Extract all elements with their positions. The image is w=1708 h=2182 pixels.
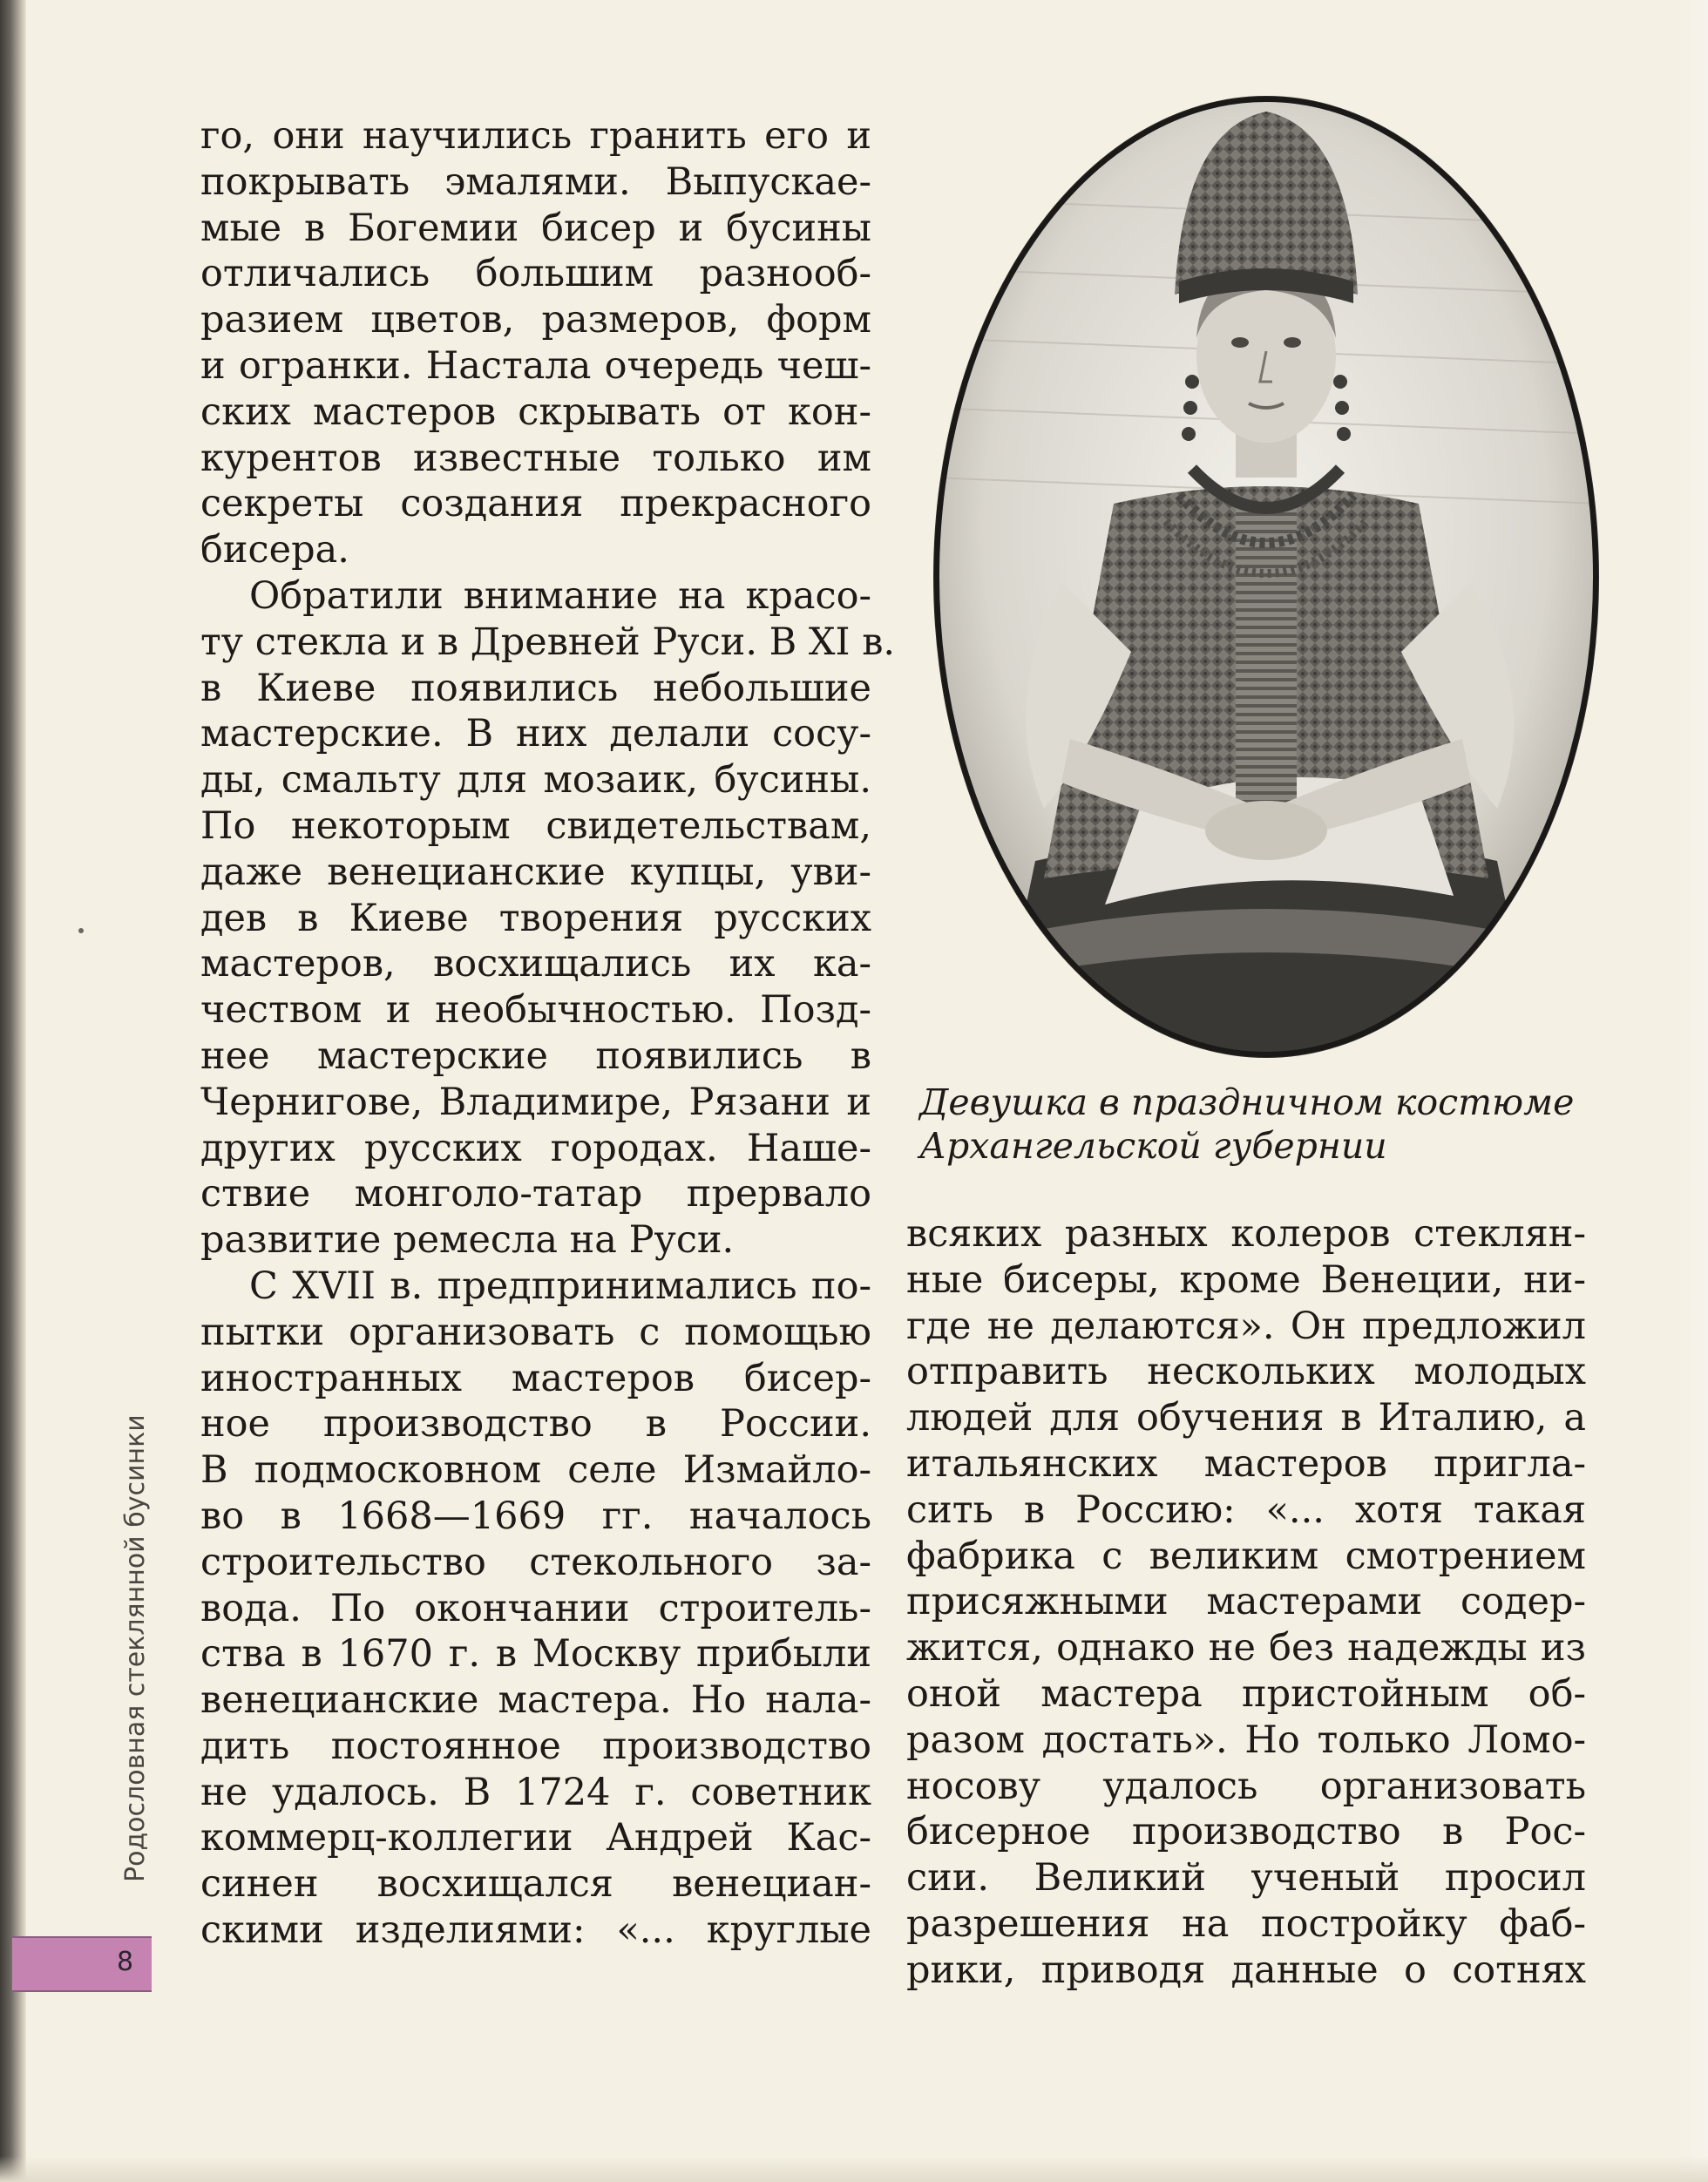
text-line: коммерц-коллегии Андрей Кас- (200, 1816, 871, 1860)
text-line: бисерное производство в Рос- (906, 1810, 1586, 1854)
text-line: не удалось. В 1724 г. советник (200, 1770, 871, 1814)
text-line: покрывать эмалями. Выпускае- (200, 159, 871, 204)
text-line: нее мастерские появились в (200, 1033, 871, 1078)
book-spine-shadow (0, 0, 26, 2182)
text-line: скими изделиями: «... круглые (200, 1908, 871, 1953)
text-line: где не делаются». Он предложил (906, 1304, 1586, 1348)
text-line: итальянских мастеров пригла- (906, 1441, 1586, 1486)
text-line: мые в Богемии бисер и бусины (200, 206, 871, 250)
text-line: всяких разных колеров стеклян- (906, 1212, 1586, 1256)
text-line: дев в Киеве творения русских (200, 896, 871, 940)
text-line: отправить нескольких молодых (906, 1350, 1586, 1394)
text-line: синен восхищался венециан- (200, 1862, 871, 1907)
text-line: бисера. (200, 528, 349, 573)
paragraph-start-line: С XVII в. предпринимались по- (249, 1264, 871, 1308)
text-line: рики, приводя данные о сотнях (906, 1948, 1586, 1992)
text-line: ствие монголо-татар прервало (200, 1172, 871, 1216)
text-line: жится, однако не без надежды из (906, 1626, 1586, 1670)
left-text-column (200, 113, 896, 2013)
text-line: ды, смальту для мозаик, бусины. (200, 758, 871, 803)
text-line: отличались большим разнооб- (200, 252, 871, 296)
text-line: Чернигове, Владимире, Рязани и (200, 1080, 871, 1124)
text-line: развитие ремесла на Руси. (200, 1218, 735, 1263)
text-line: других русских городах. Наше- (200, 1126, 871, 1170)
text-line: во в 1668—1669 гг. началось (200, 1494, 871, 1538)
text-line: пытки организовать с помощью (200, 1310, 871, 1354)
text-line: В подмосковном селе Измайло- (200, 1448, 871, 1493)
text-line: даже венецианские купцы, уви- (200, 850, 871, 894)
text-line: присяжными мастерами содер- (906, 1580, 1586, 1624)
text-line: фабрика с великим смотрением (906, 1534, 1586, 1578)
text-line: людей для обучения в Италию, а (906, 1396, 1586, 1440)
text-line: ное производство в России. (200, 1402, 871, 1447)
text-line: вода. По окончании строитель- (200, 1586, 871, 1630)
image-caption (919, 1081, 1616, 1168)
caption-line: Девушка в праздничном костюме (919, 1081, 1575, 1123)
text-line: По некоторым свидетельствам, (200, 803, 871, 848)
text-line: разием цветов, размеров, форм (200, 298, 871, 342)
text-line: мастеров, восхищались их ка- (200, 942, 871, 986)
text-line: ные бисеры, кроме Венеции, ни- (906, 1257, 1586, 1302)
text-line: ских мастеров скрывать от кон- (200, 390, 871, 434)
text-line: разрешения на постройку фаб- (906, 1901, 1586, 1946)
text-line: курентов известные только им (200, 436, 871, 480)
caption-line: Архангельской губернии (919, 1125, 1387, 1167)
text-line: ту стекла и в Древней Руси. В XI в. (200, 620, 896, 664)
text-line: носову удалось организовать (906, 1764, 1586, 1808)
paragraph-start-line: Обратили внимание на красо- (249, 573, 871, 618)
text-line: дить постоянное производство (200, 1724, 871, 1768)
page-bottom-shade (0, 2156, 1708, 2182)
text-line: чеством и необычностью. Позд- (200, 988, 871, 1033)
text-line: мастерские. В них делали сосу- (200, 712, 871, 756)
text-line: в Киеве появились небольшие (200, 666, 871, 710)
right-text-column (906, 1211, 1586, 2048)
text-line: разом достать». Но только Ломо- (906, 1718, 1586, 1762)
page-number: 8 (117, 1947, 134, 1977)
text-line: оной мастера пристойным об- (906, 1671, 1586, 1716)
text-line: секреты создания прекрасного (200, 482, 871, 526)
running-title: Родословная стеклянной бусинки (120, 1414, 151, 1882)
page-edge-shade (1673, 0, 1708, 2182)
portrait-engraving-image (931, 94, 1602, 1060)
text-line: го, они научились гранить его и (200, 114, 871, 158)
text-line: сить в Россию: «... хотя такая (906, 1487, 1586, 1532)
text-line: иностранных мастеров бисер- (200, 1356, 871, 1400)
text-line: строительство стекольного за- (200, 1540, 871, 1584)
portrait-illustration (931, 94, 1602, 1060)
paper-speck (78, 928, 84, 933)
text-line: сии. Великий ученый просил (906, 1856, 1586, 1901)
text-line: венецианские мастера. Но нала- (200, 1678, 871, 1723)
text-line: ства в 1670 г. в Москву прибыли (200, 1632, 871, 1677)
text-line: и огранки. Настала очередь чеш- (200, 343, 871, 388)
